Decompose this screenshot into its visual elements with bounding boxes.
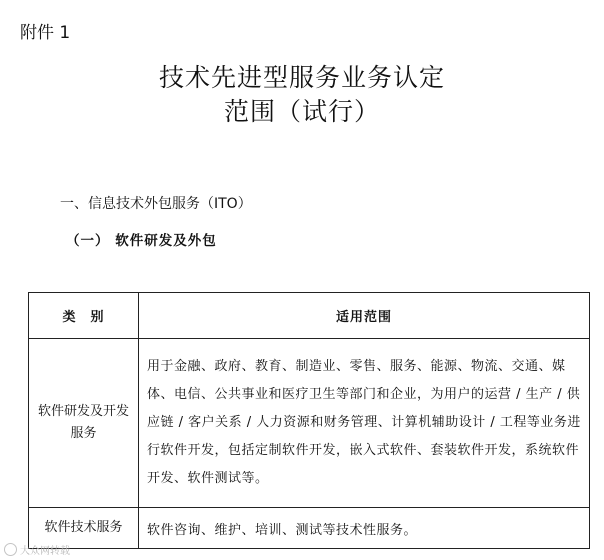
subsection-heading: （一） 软件研发及外包 bbox=[66, 233, 217, 249]
section-heading: 一、信息技术外包服务（ITO） bbox=[60, 196, 252, 212]
attachment-label: 附件 1 bbox=[20, 23, 71, 43]
watermark-logo-icon bbox=[4, 543, 17, 556]
table-row bbox=[29, 508, 590, 549]
scope-cell: 用于金融、政府、教育、制造业、零售、服务、能源、物流、交通、媒体、电信、公共事业和医疗卫生等部门和企业，为用户的运营 / 生产 / 供应链 / 客户关系 / 人力资源和财务管理、计算机辅助设计 / 工程等业务进行软件开发，包括定制软件开发，嵌入式软件、套装软件开发，系统软件开发、软件测试等。 bbox=[139, 339, 590, 508]
document-title-line1: 技术先进型服务业务认定 bbox=[158, 63, 445, 92]
category-text: 软件技术服务 bbox=[44, 520, 123, 535]
column-header-category: 类 别 bbox=[29, 293, 139, 339]
table-header-row bbox=[29, 293, 590, 339]
scope-cell: 软件咨询、维护、培训、测试等技术性服务。 bbox=[139, 508, 590, 549]
table-row bbox=[29, 339, 590, 508]
category-text: 软件研发及开发服务 bbox=[37, 404, 129, 441]
category-cell bbox=[29, 339, 139, 508]
watermark bbox=[4, 542, 70, 557]
scope-table bbox=[28, 292, 590, 549]
column-header-scope: 适用范围 bbox=[139, 293, 590, 339]
watermark-text: 大众网转载 bbox=[20, 546, 70, 557]
document-title-line2: 范围（试行） bbox=[223, 97, 380, 126]
